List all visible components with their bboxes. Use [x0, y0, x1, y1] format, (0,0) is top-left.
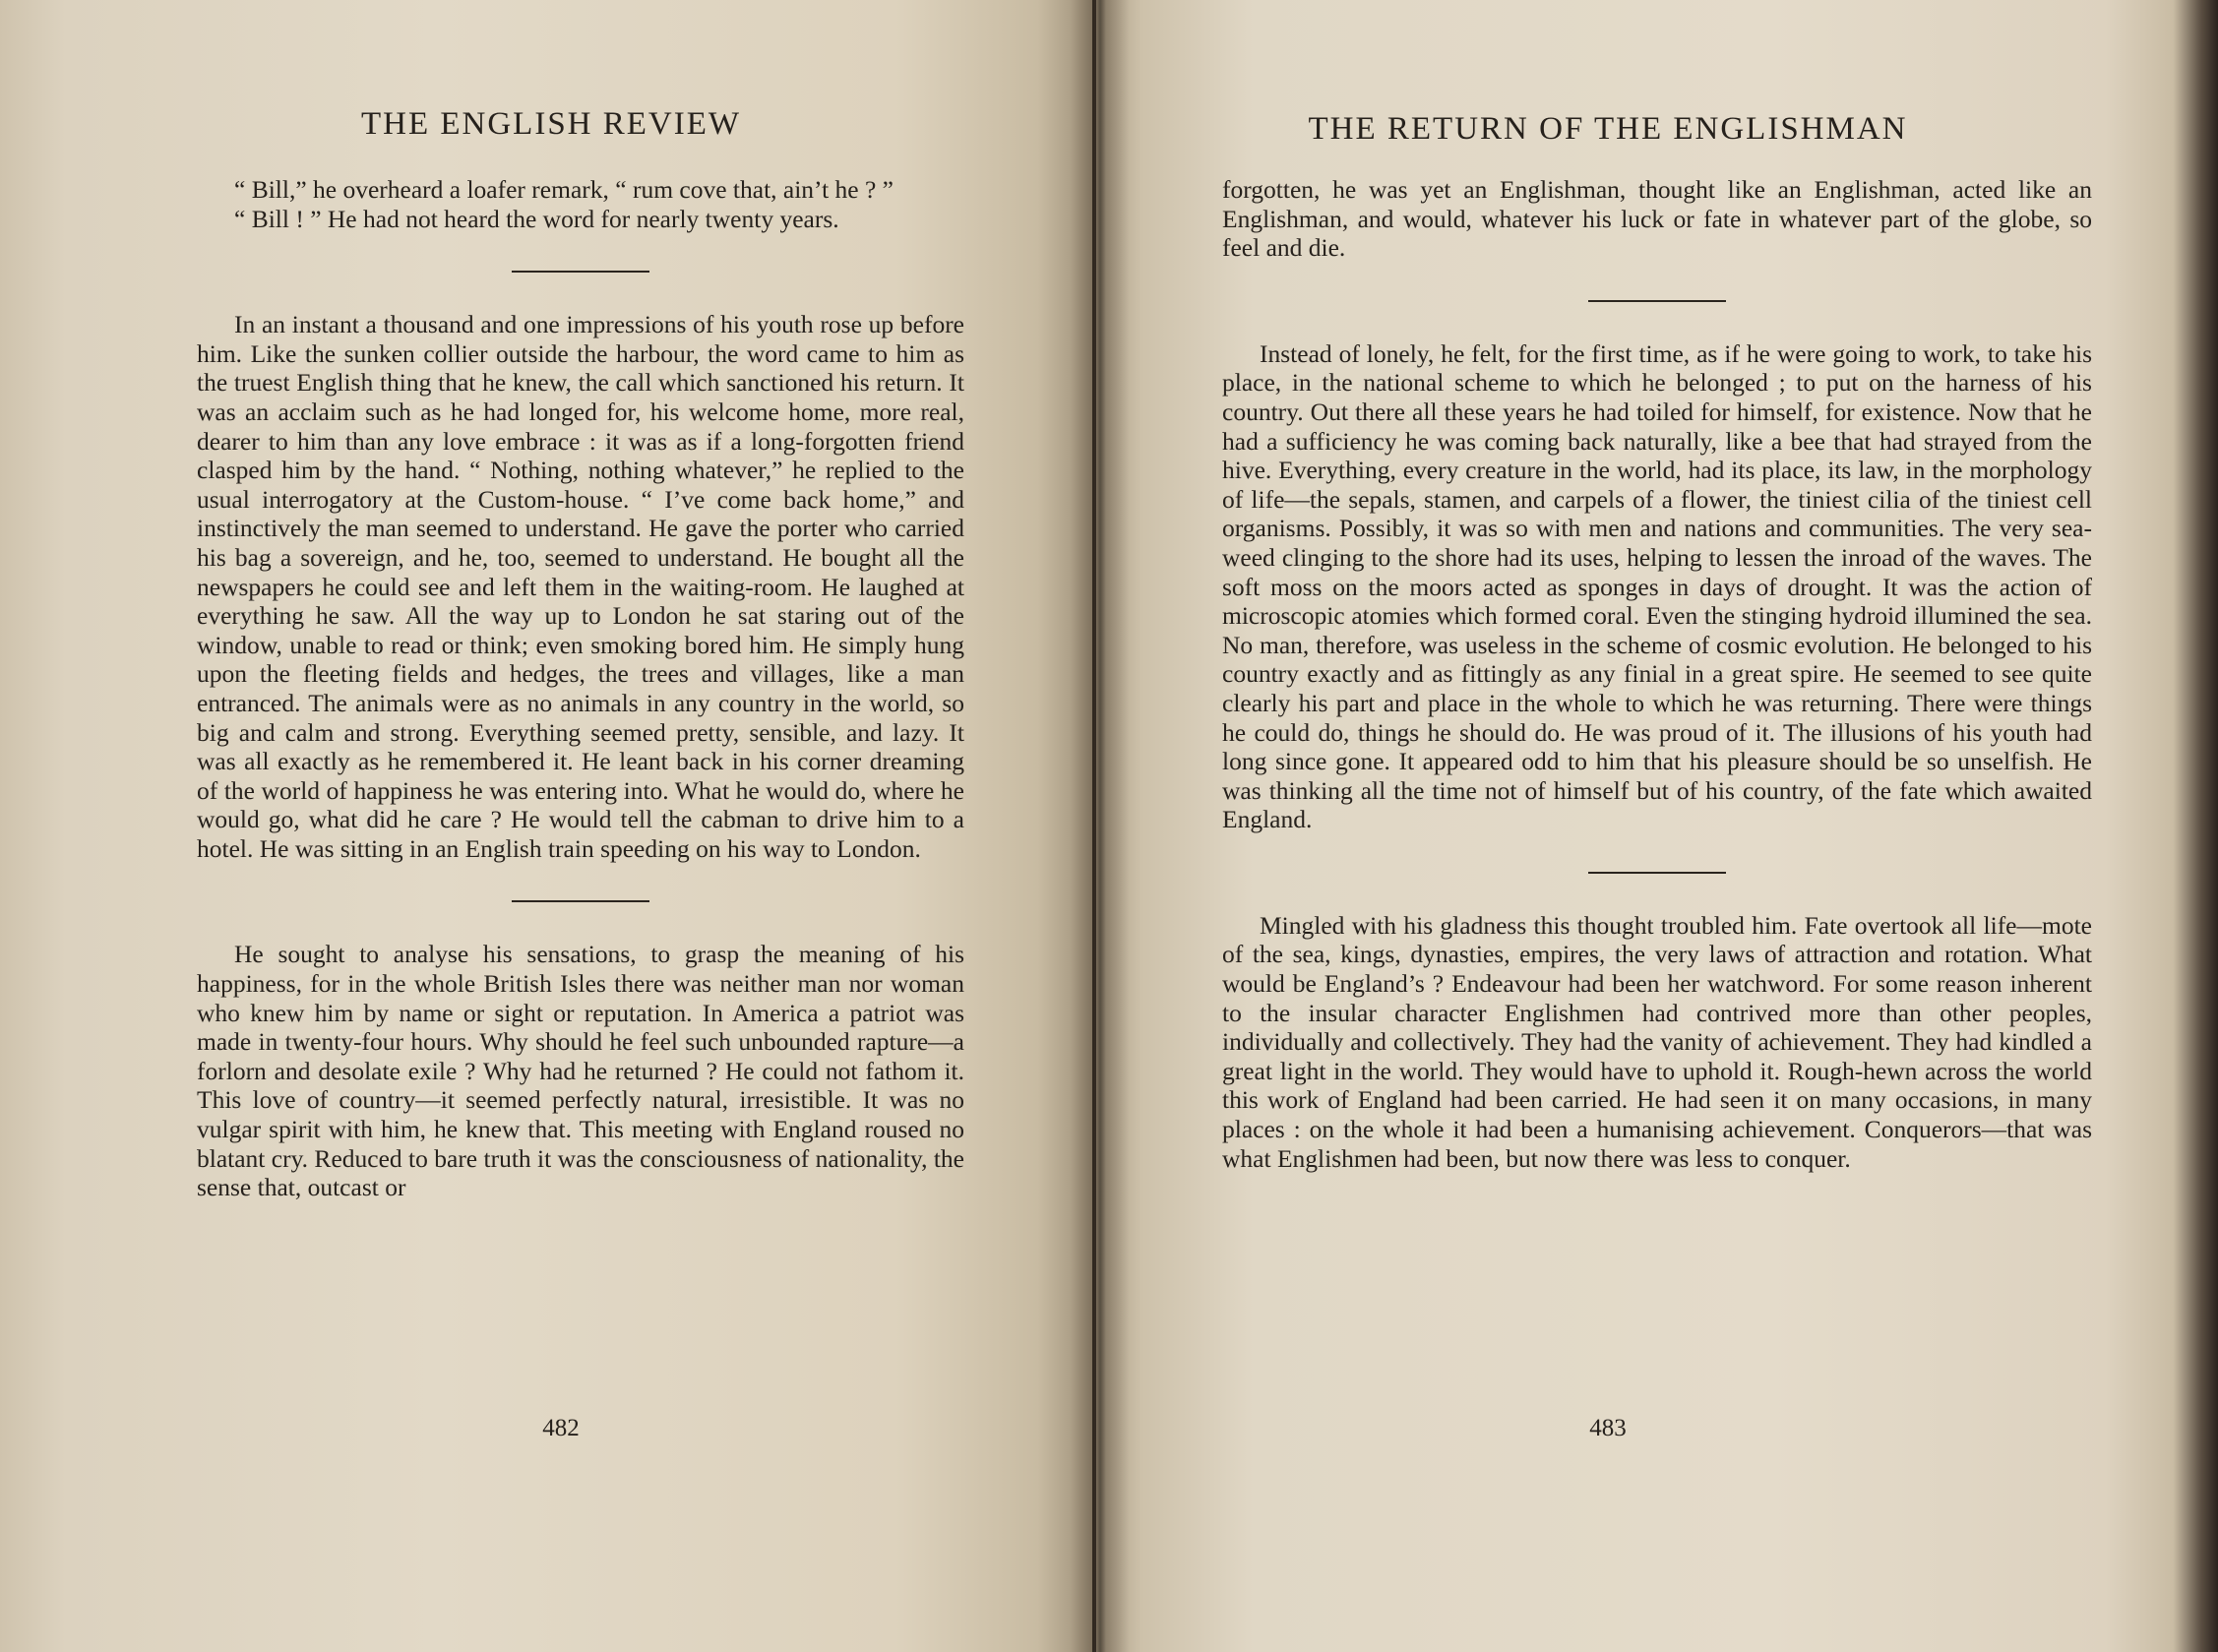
paragraph: Instead of lonely, he felt, for the first time, as if he were going to work, to take his place, in the national scheme to which he belonged ; to put on the harness of his country. Out there all these years he had toiled for himself, for existence. Now that he had a sufficiency he was coming back naturally, like a bee that had strayed from the hive. Everything, every creature in the world, had its place, its law, in the morphology of life—the sepals, stamen, and carpels of a flower, the tiniest cilia of the tiniest cell organisms. Possibly, it was so with men and nations and communities. The very sea-weed clinging to the shore had its uses, helping to lessen the inroad of the waves. The soft moss on the moors acted as sponges in days of drought. It was the action of microscopic atomies which formed coral. Even the stinging hydroid illumined the sea. No man, therefore, was useless in the scheme of cosmic evolution. He belonged to his country exactly and as fittingly as any finial in a great spire. He seemed to see quite clearly his part and place in the whole to which he was returning. There were things he could do, things he should do. He was proud of it. The illusions of his youth had long since gone. It appeared odd to him that his pleasure should be so unselfish. He was thinking all the time not of himself but of his country, of the fate which awaited England. [1222, 338, 2092, 834]
page-body [197, 175, 964, 1202]
section-divider [512, 271, 649, 273]
page-body [1222, 175, 2092, 1173]
right-page [1096, 0, 2218, 1652]
section-divider [1588, 872, 1726, 874]
running-head: THE ENGLISH REVIEW [360, 106, 742, 142]
paragraph: Mingled with his gladness this thought troubled him. Fate overtook all life—mote of the sea, kings, dynasties, empires, the very laws of attraction and rotation. What would be England’s ? Endeavour had been her watchword. For some reason inherent to the insular character Englishmen had contrived more than other peoples, individually and collectively. They had the vanity of achievement. They had kindled a great light in the world. They would have to uphold it. Rough-hewn across the world this work of England had been carried. He had seen it on many occasions, in many places : on the whole it had been a humanising achievement. Conquerors—that was what Englishmen had been, but now there was less to conquer. [1222, 910, 2092, 1173]
section-divider [1588, 300, 1726, 302]
paragraph: In an instant a thousand and one impressions of his youth rose up before him. Like the sunken collier outside the harbour, the word came to him as the truest English thing that he knew, the call which sanctioned his return. It was an acclaim such as he had longed for, his welcome home, more real, dearer to him than any love embrace : it was as if a long-forgotten friend clasped him by the hand. “ Nothing, nothing whatever,” he replied to the usual interrogatory at the Custom-house. “ I’ve come back home,” and instinctively the man seemed to understand. He gave the porter who carried his bag a sovereign, and he, too, seemed to understand. He bought all the newspapers he could see and left them in the waiting-room. He laughed at everything he saw. All the way up to London he sat staring out of the window, unable to read or think; even smoking bored him. He simply hung upon the fleeting fields and hedges, the trees and villages, like a man entranced. The animals were as no animals in any country in the world, so big and calm and strong. Everything seemed pretty, sensible, and lazy. It was all exactly as he remembered it. He leant back in his corner dreaming of the world of happiness he was entering into. What he would do, where he would go, what did he care ? He would tell the cabman to drive him to a hotel. He was sitting in an English train speeding on his way to London. [197, 310, 964, 863]
paragraph: “ Bill,” he overheard a loafer remark, “ rum cove that, ain’t he ? ” [234, 175, 893, 204]
page-number: 482 [542, 1415, 580, 1441]
running-head: THE RETURN OF THE ENGLISHMAN [1308, 111, 1908, 147]
paragraph: forgotten, he was yet an Englishman, thought like an Englishman, acted like an Englishman, and would, whatever his luck or fate in whatever part of the globe, so feel and die. [1222, 175, 2092, 263]
section-divider [512, 900, 649, 902]
paragraph: He sought to analyse his sensations, to grasp the meaning of his happiness, for in the whole British Isles there was neither man nor woman who knew him by name or sight or reputation. In America a patriot was made in twenty-four hours. Why should he feel such unbounded rapture—a forlorn and desolate exile ? Why had he returned ? He could not fathom it. This love of country—it seemed perfectly natural, irresistible. It was no vulgar spirit with him, he knew that. This meeting with England roused no blatant cry. Reduced to bare truth it was the consciousness of nationality, the sense that, outcast or [197, 940, 964, 1202]
left-page [0, 0, 1094, 1652]
paragraph: “ Bill ! ” He had not heard the word for nearly twenty years. [234, 204, 839, 233]
page-number: 483 [1589, 1415, 1627, 1441]
